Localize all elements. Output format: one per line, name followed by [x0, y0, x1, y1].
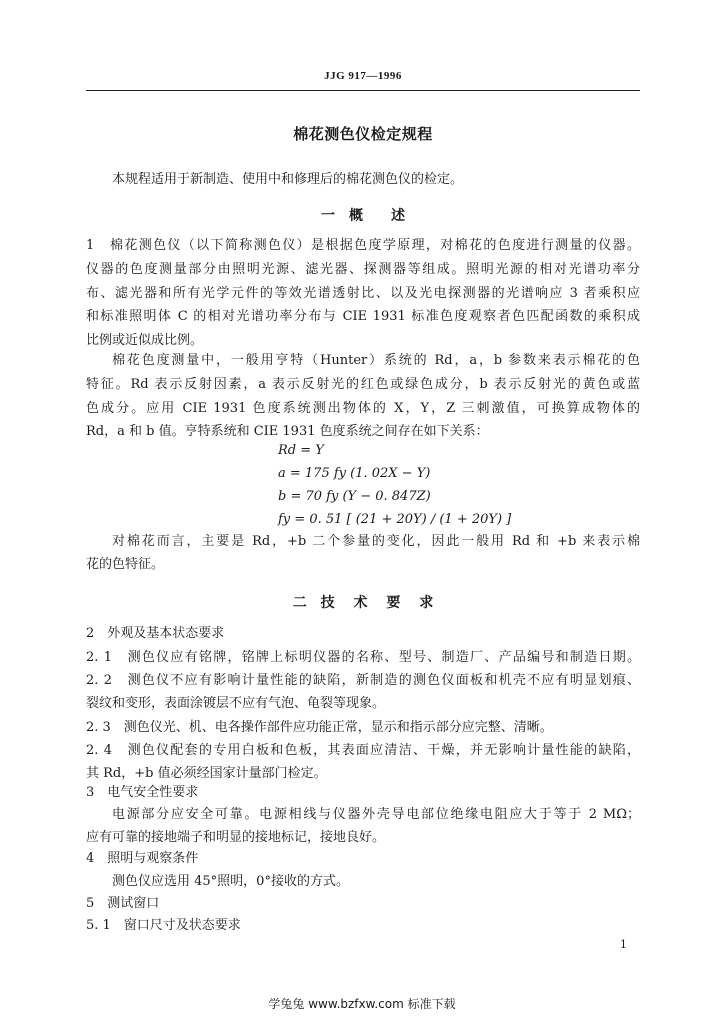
text-line: 和标准照明体 C 的相对光谱功率分布与 CIE 1931 标准色度观察者色匹配函数的乘积成 [86, 309, 640, 324]
formula-b: b = 70 fy (Y − 0. 847Z) [278, 489, 431, 504]
intro-paragraph: 本规程适用于新制造、使用中和修理后的棉花测色仪的检定。 [112, 172, 464, 187]
text-line: Rd，a 和 b 值。亨特系统和 CIE 1931 色度系统之间存在如下关系： [86, 424, 489, 439]
standard-code-header: JJG 917—1996 [324, 70, 402, 82]
clause-line: 2. 3 测色仪光、机、电各操作部件应功能正常，显示和指示部分应完整、清晰。 [86, 720, 553, 735]
section-heading-technical: 二 技 术 要 求 [292, 595, 434, 611]
header-rule [86, 90, 640, 91]
formula-rd: Rd = Y [278, 443, 324, 458]
clause-line: 测色仪应选用 45°照明，0°接收的方式。 [112, 874, 349, 889]
document-title: 棉花测色仪检定规程 [293, 125, 433, 143]
clause-heading: 3 电气安全性要求 [86, 785, 199, 800]
clause-line: 电源部分应安全可靠。电源相线与仪器外壳导电部位绝缘电阻应大于等于 2 MΩ； [112, 807, 640, 822]
clause-line: 其 Rd，+b 值必须经国家计量部门检定。 [86, 766, 327, 781]
text-line: 棉花色度测量中，一般用亨特（Hunter）系统的 Rd，a，b 参数来表示棉花的色 [112, 353, 640, 368]
footer-watermark: 学兔兔 www.bzfxw.com 标准下载 [268, 997, 456, 1011]
formula-a: a = 175 fy (1. 02X − Y) [278, 466, 431, 481]
text-line: 对棉花而言，主要是 Rd，+b 二个参量的变化，因此一般用 Rd 和 +b 来表示棉 [112, 534, 640, 549]
text-line: 布、滤光器和所有光学元件的等效光谱透射比、以及光电探测器的光谱响应 3 者乘积应 [86, 286, 640, 301]
section-heading-overview: 一 概 述 [321, 208, 405, 224]
text-line: 仪器的色度测量部分由照明光源、滤光器、探测器等组成。照明光源的相对光谱功率分 [86, 262, 640, 277]
text-line: 特征。Rd 表示反射因素，a 表示反射光的红色或绿色成分，b 表示反射光的黄色或蓝 [86, 377, 640, 392]
formula-fy: fy = 0. 51 [ (21 + 20Y) / (1 + 20Y) ] [278, 512, 512, 527]
clause-heading: 5. 1 窗口尺寸及状态要求 [86, 918, 241, 933]
clause-line: 2. 2 测色仪不应有影响计量性能的缺陷，新制造的测色仪面板和机壳不应有明显划痕、 [86, 673, 640, 688]
text-line: 1 棉花测色仪（以下简称测色仪）是根据色度学原理，对棉花的色度进行测量的仪器。 [86, 238, 640, 253]
text-line: 比例或近似成比例。 [86, 333, 204, 348]
clause-line: 2. 4 测色仪配套的专用白板和色板，其表面应清洁、干燥，并无影响计量性能的缺陷， [86, 743, 640, 758]
clause-line: 裂纹和变形，表面涂镀层不应有气泡、龟裂等现象。 [86, 696, 386, 711]
clause-heading: 4 照明与观察条件 [86, 851, 199, 866]
clause-line: 应有可靠的接地端子和明显的接地标记，接地良好。 [86, 830, 386, 845]
clause-heading: 2 外观及基本状态要求 [86, 626, 225, 641]
clause-heading: 5 测试窗口 [86, 896, 160, 911]
clause-line: 2. 1 测色仪应有铭牌，铭牌上标明仪器的名称、型号、制造厂、产品编号和制造日期。 [86, 650, 640, 665]
text-line: 色成分。应用 CIE 1931 色度系统测出物体的 X，Y，Z 三刺激值，可换算成物体的 [86, 401, 640, 416]
text-line: 花的色特征。 [86, 557, 165, 572]
page-number: 1 [620, 938, 627, 951]
